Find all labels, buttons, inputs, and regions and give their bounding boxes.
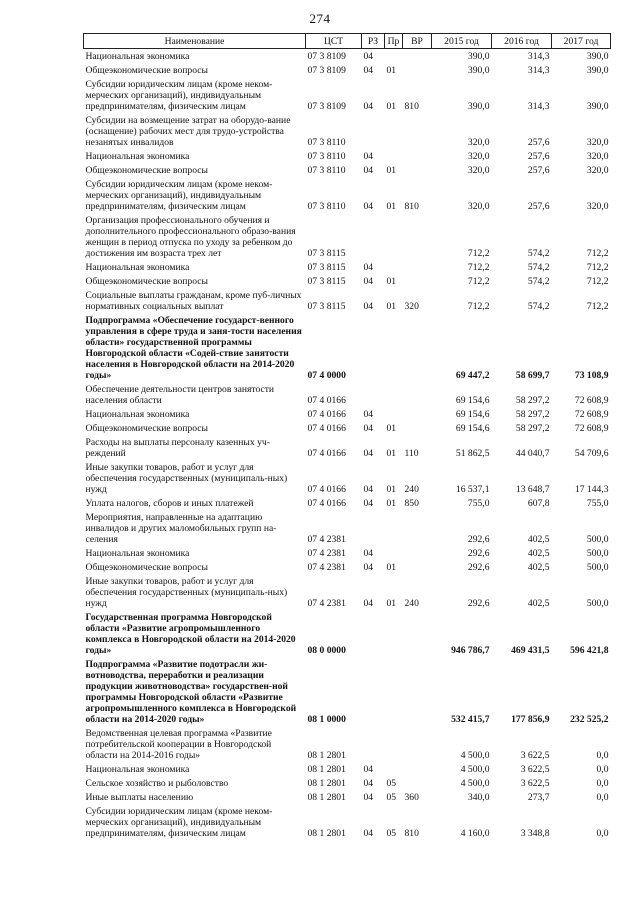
row-value-2015: 712,2 [467,248,490,259]
row-vr [403,382,432,407]
row-vr [403,113,432,149]
row-value-2015: 69 447,2 [455,370,490,381]
row-value-2015: 390,0 [467,51,490,62]
row-name: Иные выплаты населению [85,792,194,803]
row-value-2016: 402,5 [527,562,550,573]
row-cst: 07 3 8115 [307,276,346,287]
row-value-2017: 320,0 [586,165,609,176]
row-name: Уплата налогов, сборов и иных платежей [85,498,254,509]
table-row [84,77,611,113]
row-value-2016: 3 622,5 [520,778,550,789]
row-cst: 07 4 2381 [307,548,346,559]
table-row [84,790,611,804]
row-cst: 08 1 0000 [307,714,346,725]
row-name: Иные закупки товаров, работ и услуг для обеспечения государственных (муниципаль-ных) нужд [85,576,288,609]
row-value-2017: 320,0 [586,151,609,162]
row-value-2016: 402,5 [527,598,550,609]
row-rz: 04 [363,151,374,162]
row-rz [362,113,385,149]
row-value-2016: 257,6 [527,165,550,176]
row-cst: 08 1 2801 [307,764,346,775]
row-cst: 08 0 0000 [307,645,346,656]
table-body [84,49,611,841]
row-name: Мероприятия, направленные на адаптацию инвалидов и других маломобильных групп на-селения [85,512,277,545]
row-cst: 07 3 8109 [307,51,346,62]
row-rz: 04 [363,301,374,312]
row-pr: 01 [386,276,397,287]
row-rz: 04 [363,764,374,775]
row-pr [385,113,403,149]
row-value-2015: 390,0 [467,65,490,76]
row-pr: 01 [386,484,397,495]
row-rz: 04 [363,548,374,559]
row-rz: 04 [363,828,374,839]
row-rz: 04 [363,423,374,434]
row-vr [403,657,432,726]
row-vr [403,560,432,574]
row-name: Национальная экономика [85,409,190,420]
row-name: Обеспечение деятельности центров занятости населения области [85,384,275,406]
row-cst: 07 4 0000 [307,370,346,381]
row-vr [403,510,432,546]
row-rz: 04 [363,484,374,495]
row-name: Расходы на выплаты персоналу казенных уч-реждений [85,437,270,459]
table-row [84,460,611,496]
row-rz: 04 [363,65,374,76]
row-cst: 08 1 2801 [307,750,346,761]
row-value-2015: 712,2 [467,301,490,312]
row-value-2017: 0,0 [596,764,609,775]
row-value-2017: 500,0 [586,548,609,559]
row-pr: 01 [386,165,397,176]
row-vr [403,163,432,177]
row-value-2017: 320,0 [586,137,609,148]
row-pr: 01 [386,423,397,434]
row-cst: 07 4 0166 [307,409,346,420]
table-row [84,546,611,560]
row-value-2017: 500,0 [586,534,609,545]
row-value-2017: 320,0 [586,201,609,212]
row-cst: 07 4 0166 [307,484,346,495]
row-rz [362,726,385,762]
row-value-2017: 500,0 [586,562,609,573]
row-rz: 04 [363,409,374,420]
row-value-2015: 320,0 [467,137,490,148]
row-value-2015: 16 537,1 [455,484,490,495]
row-value-2016: 257,6 [527,151,550,162]
row-value-2017: 712,2 [586,248,609,259]
row-pr [385,382,403,407]
row-rz: 04 [363,165,374,176]
row-value-2017: 73 108,9 [574,370,609,381]
table-row [84,113,611,149]
row-value-2015: 4 500,0 [460,750,490,761]
row-vr [403,149,432,163]
row-name: Субсидии юридическим лицам (кроме неком-мерческих организаций), индивидуальным предпринимателям, физическим лицам [85,179,273,212]
row-pr: 01 [386,562,397,573]
row-value-2015: 51 862,5 [455,448,490,459]
row-vr [403,776,432,790]
row-value-2016: 402,5 [527,548,550,559]
row-value-2015: 4 160,0 [460,828,490,839]
row-value-2016: 58 699,7 [515,370,550,381]
row-vr [403,213,432,260]
row-value-2017: 0,0 [596,828,609,839]
table-row [84,288,611,313]
row-pr [385,49,403,64]
row-cst: 07 3 8115 [307,262,346,273]
header-2015: 2015 год [432,34,492,49]
row-value-2016: 607,8 [527,498,550,509]
row-value-2017: 0,0 [596,792,609,803]
row-cst: 07 3 8110 [307,137,346,148]
row-cst: 08 1 2801 [307,792,346,803]
row-cst: 08 1 2801 [307,778,346,789]
row-value-2017: 72 608,9 [574,423,609,434]
row-value-2017: 390,0 [586,51,609,62]
row-value-2017: 232 525,2 [570,714,609,725]
row-cst: 07 3 8110 [307,201,346,212]
row-value-2016: 314,3 [527,101,550,112]
row-cst: 07 3 8109 [307,65,346,76]
table-row [84,804,611,840]
row-vr [403,762,432,776]
row-cst: 07 4 0166 [307,423,346,434]
row-value-2016: 3 622,5 [520,750,550,761]
table-row [84,574,611,610]
row-cst: 07 3 8109 [307,101,346,112]
table-row [84,407,611,421]
row-value-2015: 69 154,6 [455,423,490,434]
table-row [84,63,611,77]
row-value-2015: 292,6 [467,598,490,609]
row-value-2015: 69 154,6 [455,409,490,420]
row-pr: 01 [386,301,397,312]
row-vr: 810 [404,828,419,839]
row-name: Национальная экономика [85,548,190,559]
row-value-2015: 712,2 [467,276,490,287]
row-pr: 01 [386,598,397,609]
row-rz [362,510,385,546]
row-name: Сельское хозяйство и рыболовство [85,778,229,789]
row-vr [403,63,432,77]
row-value-2015: 712,2 [467,262,490,273]
row-cst: 07 3 8115 [307,248,346,259]
row-name: Национальная экономика [85,764,190,775]
row-rz: 04 [363,262,374,273]
row-rz: 04 [363,562,374,573]
row-rz: 04 [363,778,374,789]
row-vr [403,726,432,762]
row-name: Организация профессионального обучения и дополнительного профессионального образо-вания женщин в период отпуска по уходу за ребенком до достижения им возраста трех лет [85,215,296,259]
row-cst: 07 4 0166 [307,498,346,509]
row-name: Субсидии юридическим лицам (кроме неком-мерческих организаций), индивидуальным предпринимателям, физическим лицам [85,79,273,112]
row-name: Общеэкономические вопросы [85,562,208,573]
row-rz [362,382,385,407]
budget-table [83,33,611,840]
row-value-2016: 177 856,9 [511,714,550,725]
row-name: Общеэкономические вопросы [85,423,208,434]
row-value-2016: 574,2 [527,248,550,259]
row-vr [403,274,432,288]
row-name: Социальные выплаты гражданам, кроме пуб-личных нормативных социальных выплат [85,290,302,312]
row-value-2015: 292,6 [467,534,490,545]
row-vr: 240 [404,598,419,609]
row-rz: 04 [363,101,374,112]
table-row [84,274,611,288]
row-rz [362,657,385,726]
row-value-2015: 69 154,6 [455,395,490,406]
row-cst: 08 1 2801 [307,828,346,839]
row-value-2017: 54 709,6 [574,448,609,459]
row-pr: 05 [386,828,397,839]
row-name: Ведомственная целевая программа «Развитие потребительской кооперации в Новгородской области на 2014-2016 годы» [85,728,272,761]
row-cst: 07 3 8115 [307,301,346,312]
row-rz: 04 [363,448,374,459]
row-vr [403,313,432,382]
row-value-2016: 469 431,5 [511,645,550,656]
row-pr: 01 [386,65,397,76]
table-row [84,163,611,177]
table-row [84,510,611,546]
header-name: Наименование [84,34,306,49]
row-rz: 04 [363,498,374,509]
row-rz: 04 [363,598,374,609]
row-value-2017: 712,2 [586,276,609,287]
page-number: 274 [309,11,331,26]
row-name: Субсидии юридическим лицам (кроме неком-мерческих организаций), индивидуальным предпринимателям, физическим лицам [85,806,273,839]
row-cst: 07 4 2381 [307,562,346,573]
table-row [84,610,611,657]
table-header-row [84,34,611,49]
table-row [84,421,611,435]
row-vr [403,407,432,421]
row-pr [385,726,403,762]
row-value-2016: 314,3 [527,65,550,76]
row-vr: 850 [404,498,419,509]
row-pr [385,610,403,657]
row-name: Общеэкономические вопросы [85,165,208,176]
row-pr [385,510,403,546]
row-cst: 07 3 8110 [307,165,346,176]
table-row [84,49,611,64]
row-name: Национальная экономика [85,51,190,62]
row-rz [362,213,385,260]
row-pr: 01 [386,498,397,509]
row-pr [385,657,403,726]
row-rz [362,313,385,382]
header-cst: ЦСТ [306,34,362,49]
row-name: Субсидии на возмещение затрат на оборудо-вание (оснащение) рабочих мест для трудо-устройства незанятых инвалидов [85,115,291,148]
table-row [84,657,611,726]
row-name: Государственная программа Новгородской области «Развитие агропромышленного комплекса в Новгородской области на 2014-2020 годы» [85,612,296,656]
row-value-2017: 500,0 [586,598,609,609]
row-pr: 01 [386,448,397,459]
row-value-2015: 755,0 [467,498,490,509]
row-value-2017: 712,2 [586,301,609,312]
row-pr: 01 [386,101,397,112]
header-2016: 2016 год [492,34,552,49]
table-row [84,213,611,260]
row-value-2016: 58 297,2 [515,409,550,420]
row-value-2016: 574,2 [527,262,550,273]
row-vr: 810 [404,101,419,112]
row-cst: 07 4 0166 [307,395,346,406]
row-name: Подпрограмма «Развитие подотрасли жи-вотноводства, переработки и реализации продукции животноводства» государствен-ной программы Новгородской области «Развитие агропромышленного комплекса в Новгородской области на 2014-2020 годы» [85,659,297,725]
row-value-2016: 314,3 [527,51,550,62]
table-row [84,726,611,762]
row-value-2015: 292,6 [467,562,490,573]
row-rz: 04 [363,201,374,212]
table-row [84,382,611,407]
row-value-2015: 320,0 [467,165,490,176]
row-value-2015: 4 500,0 [460,764,490,775]
row-value-2016: 257,6 [527,137,550,148]
row-vr: 240 [404,484,419,495]
row-name: Общеэкономические вопросы [85,65,208,76]
row-rz: 04 [363,51,374,62]
row-value-2015: 946 786,7 [451,645,490,656]
row-vr [403,610,432,657]
row-pr [385,149,403,163]
table-row [84,496,611,510]
row-value-2017: 755,0 [586,498,609,509]
header-rz: РЗ [362,34,385,49]
row-value-2015: 532 415,7 [451,714,490,725]
row-name: Общеэкономические вопросы [85,276,208,287]
row-value-2015: 320,0 [467,151,490,162]
row-name: Национальная экономика [85,151,190,162]
row-vr [403,260,432,274]
header-2017: 2017 год [552,34,611,49]
row-pr: 01 [386,201,397,212]
row-value-2017: 0,0 [596,778,609,789]
table-row [84,260,611,274]
row-value-2016: 3 622,5 [520,764,550,775]
row-value-2016: 3 348,8 [520,828,550,839]
row-value-2017: 17 144,3 [574,484,609,495]
row-value-2016: 58 297,2 [515,395,550,406]
row-pr: 05 [386,792,397,803]
row-pr: 05 [386,778,397,789]
row-value-2017: 72 608,9 [574,395,609,406]
row-value-2016: 574,2 [527,301,550,312]
row-vr: 810 [404,201,419,212]
row-rz [362,610,385,657]
row-value-2016: 13 648,7 [515,484,550,495]
row-value-2016: 44 040,7 [515,448,550,459]
row-rz: 04 [363,792,374,803]
row-cst: 07 3 8110 [307,151,346,162]
row-value-2016: 273,7 [527,792,550,803]
row-value-2016: 402,5 [527,534,550,545]
row-value-2017: 72 608,9 [574,409,609,420]
row-value-2015: 292,6 [467,548,490,559]
row-cst: 07 4 2381 [307,534,346,545]
table-row [84,177,611,213]
row-vr [403,49,432,64]
row-vr: 360 [404,792,419,803]
row-name: Иные закупки товаров, работ и услуг для обеспечения государственных (муниципаль-ных) нужд [85,462,288,495]
row-value-2016: 574,2 [527,276,550,287]
table-row [84,149,611,163]
table-row [84,776,611,790]
row-pr [385,313,403,382]
row-value-2016: 58 297,2 [515,423,550,434]
row-vr [403,421,432,435]
row-name: Подпрограмма «Обеспечение государст-венного управления в сфере труда и заня-тости населения области» государственной программы Новгородской области «Содей-ствие занятости населения в Новгородской области на 2014-2020 годы» [85,315,302,381]
row-vr: 110 [404,448,419,459]
row-pr [385,213,403,260]
row-value-2017: 712,2 [586,262,609,273]
row-rz: 04 [363,276,374,287]
header-pr: Пр [385,34,403,49]
row-vr [403,546,432,560]
row-value-2017: 390,0 [586,101,609,112]
table-row [84,762,611,776]
table-row [84,435,611,460]
row-value-2015: 320,0 [467,201,490,212]
row-vr: 320 [404,301,419,312]
table-row [84,560,611,574]
row-value-2015: 340,0 [467,792,490,803]
row-pr [385,407,403,421]
table-row [84,313,611,382]
row-cst: 07 4 2381 [307,598,346,609]
row-value-2017: 0,0 [596,750,609,761]
row-value-2016: 257,6 [527,201,550,212]
row-value-2017: 390,0 [586,65,609,76]
row-value-2017: 596 421,8 [570,645,609,656]
row-cst: 07 4 0166 [307,448,346,459]
row-pr [385,260,403,274]
header-vr: ВР [403,34,432,49]
row-name: Национальная экономика [85,262,190,273]
row-pr [385,762,403,776]
row-pr [385,546,403,560]
row-value-2015: 4 500,0 [460,778,490,789]
row-value-2015: 390,0 [467,101,490,112]
